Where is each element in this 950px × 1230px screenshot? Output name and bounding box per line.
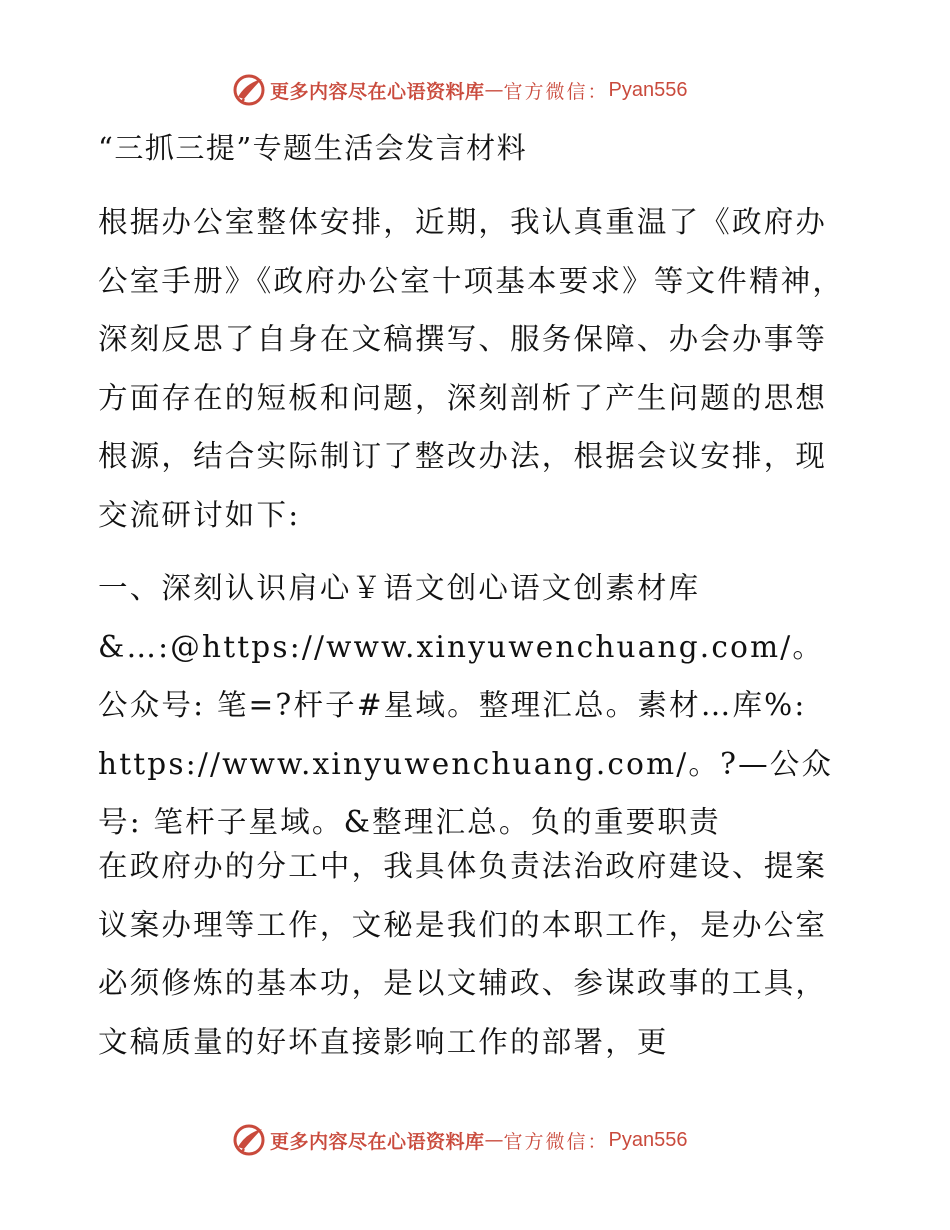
watermark-wechat-label: 官方微信： <box>503 80 609 103</box>
paragraph-intro: 根据办公室整体安排，近期，我认真重温了《政府办公室手册》《政府办公室十项基本要求》等文件精神，深刻反思了自身在文稿撰写、服务保障、办会办事等方面存在的短板和问题，深刻剖析了产生问题的思想根源，结合实际制订了整改办法，根据会议安排，现交流研讨如下: <box>98 205 845 532</box>
watermark-text: 更多内容尽在心语资料库 <box>270 1130 485 1153</box>
pen-logo-icon <box>232 1123 266 1157</box>
watermark-footer <box>232 1122 688 1158</box>
watermark-wechat-label: 官方微信： <box>503 1130 609 1153</box>
watermark-header <box>232 72 688 108</box>
document-title: “三抓三提”专题生活会发言材料 <box>98 131 528 165</box>
pen-logo-icon <box>232 73 266 107</box>
paragraph-section-one: 一、深刻认识肩心￥语文创心语文创素材库&…:@https://www.xinyuwenchuang.com/。公众号: 笔=?杆子#星域。整理汇总。素材…库%: https://www.xinyuwenchuang.com/。?—公众号: 笔杆子星域。&整理汇总。负的重要职责 <box>98 571 834 840</box>
watermark-dash: — <box>484 79 504 101</box>
watermark-wechat-id: Pyan556 <box>608 78 688 101</box>
paragraph-body: 在政府办的分工中，我具体负责法治政府建设、提案议案办理等工作，文秘是我们的本职工作，是办公室必须修炼的基本功，是以文辅政、参谋政事的工具，文稿质量的好坏直接影响工作的部署，更 <box>98 849 828 1059</box>
watermark-wechat-id: Pyan556 <box>608 1128 688 1151</box>
watermark-dash: — <box>484 1129 504 1151</box>
watermark-text: 更多内容尽在心语资料库 <box>270 80 485 103</box>
